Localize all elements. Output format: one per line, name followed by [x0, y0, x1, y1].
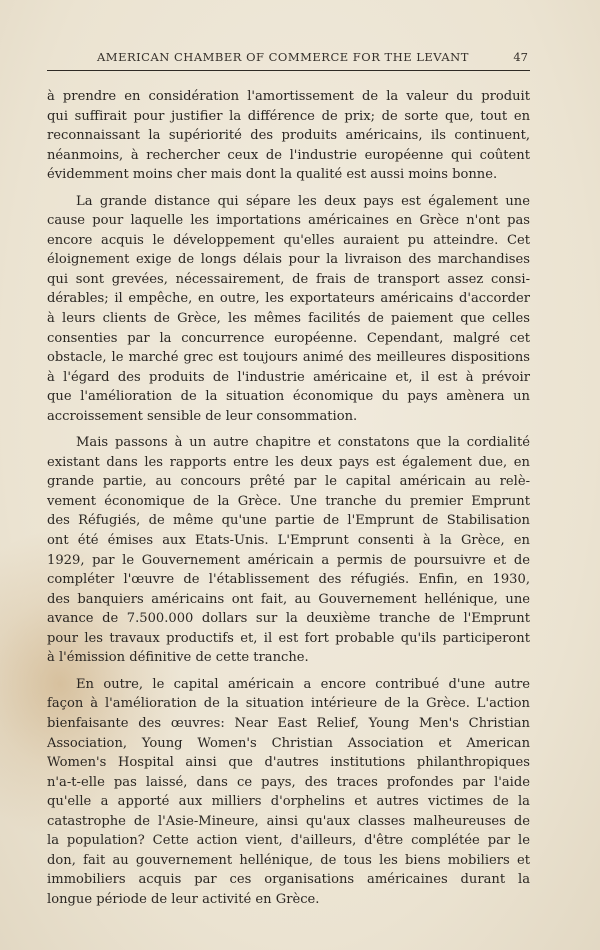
text-line: longue période de leur activité en Grèce. — [47, 891, 320, 907]
text-line: obstacle, le marché grec est toujours animé des meilleures dispositions — [47, 350, 530, 366]
text-line: vement économique de la Grèce. Une tranche du premier Emprunt — [47, 493, 530, 509]
text-line: à l'égard des produits de l'industrie américaine et, il est à prévoir — [47, 369, 530, 385]
paragraph — [47, 192, 530, 427]
running-title: AMERICAN CHAMBER OF COMMERCE FOR THE LEVANT — [97, 50, 469, 64]
text-line: Mais passons à un autre chapitre et constatons que la cordialité — [76, 435, 530, 451]
text-line: don, fait au gouvernement hellénique, de tous les biens mobiliers et — [47, 852, 530, 868]
text-line: qu'elle a apporté aux milliers d'orphelins et autres victimes de la — [47, 794, 530, 810]
text-line: grande partie, au concours prêté par le capital américain au relè- — [47, 474, 530, 490]
page-number: 47 — [513, 50, 528, 64]
text-line: dérables; il empêche, en outre, les exportateurs américains d'accorder — [47, 291, 530, 307]
text-line: reconnaissant la supériorité des produits américains, ils continuent, — [47, 128, 530, 144]
text-line: compléter l'œuvre de l'établissement des réfugiés. Enfin, en 1930, — [47, 572, 530, 588]
text-line: cause pour laquelle les importations américaines en Grèce n'ont pas — [47, 213, 530, 229]
text-line: à prendre en considération l'amortissement de la valeur du produit — [47, 89, 530, 104]
text-line: n'a-t-elle pas laissé, dans ce pays, des traces profondes par l'aide — [47, 774, 530, 790]
text-line: Association, Young Women's Christian Association et American — [47, 735, 530, 751]
text-line: En outre, le capital américain a encore contribué d'une autre — [76, 676, 530, 692]
text-line: des Réfugiés, de même qu'une partie de l'Emprunt de Stabilisation — [47, 513, 530, 529]
text-line: ont été émises aux Etats-Unis. L'Emprunt consenti à la Grèce, en — [47, 533, 530, 549]
text-line: avance de 7.500.000 dollars sur la deuxième tranche de l'Emprunt — [47, 611, 530, 627]
text-line: que l'amélioration de la situation économique du pays amènera un — [47, 389, 530, 405]
text-line: la population? Cette action vient, d'ailleurs, d'être complétée par le — [47, 833, 530, 849]
running-header — [47, 48, 530, 71]
text-line: qui sont grevées, nécessairement, de frais de transport assez consi- — [47, 271, 530, 287]
text-line: évidemment moins cher mais dont la qualité est aussi moins bonne. — [47, 167, 498, 183]
paragraph — [47, 675, 530, 910]
text-line: La grande distance qui sépare les deux pays est également une — [76, 193, 530, 209]
text-line: bienfaisante des œuvres: Near East Relief, Young Men's Christian — [47, 715, 530, 731]
text-line: immobiliers acquis par ces organisations américaines durant la — [47, 872, 530, 888]
text-line: Women's Hospital ainsi que d'autres institutions philanthropiques — [47, 755, 530, 771]
text-line: à leurs clients de Grèce, les mêmes facilités de paiement que celles — [47, 311, 530, 327]
text-line: à l'émission définitive de cette tranche. — [47, 650, 309, 666]
text-line: encore acquis le développement qu'elles auraient pu atteindre. Cet — [47, 232, 530, 248]
text-line: 1929, par le Gouvernement américain a permis de poursuivre et de — [47, 552, 530, 568]
text-line: éloignement exige de longs délais pour la livraison des marchandises — [47, 252, 530, 268]
text-line: existant dans les rapports entre les deux pays est également due, en — [47, 454, 530, 470]
text-line: accroissement sensible de leur consommation. — [47, 408, 358, 424]
text-line: qui suffirait pour justifier la différence de prix; de sorte que, tout en — [47, 108, 530, 124]
body-text — [47, 87, 530, 916]
paragraph — [47, 433, 530, 668]
text-line: pour les travaux productifs et, il est fort probable qu'ils participeront — [47, 630, 530, 646]
text-line: néanmoins, à rechercher ceux de l'industrie européenne qui coûtent — [47, 147, 530, 163]
text-line: catastrophe de l'Asie-Mineure, ainsi qu'aux classes malheureuses de — [47, 813, 530, 829]
text-line: façon à l'amélioration de la situation intérieure de la Grèce. L'action — [47, 696, 530, 712]
paragraph — [47, 87, 530, 185]
text-line: des banquiers américains ont fait, au Gouvernement hellénique, une — [47, 591, 530, 607]
text-line: consenties par la concurrence européenne. Cependant, malgré cet — [47, 330, 530, 346]
